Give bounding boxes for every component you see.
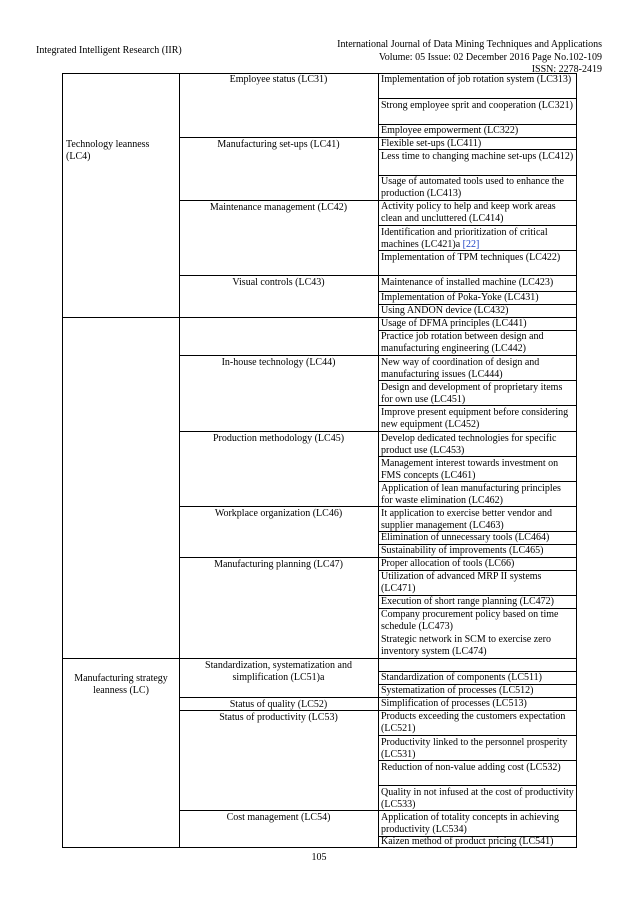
criterion-cell: Application of lean manufacturing principles for waste elimination (LC462) <box>381 483 561 506</box>
criterion-cell: Simplification of processes (LC513) <box>381 698 527 709</box>
criterion-cell: Management interest towards investment on FMS concepts (LC461) <box>381 458 559 481</box>
factor-cell: Employee status (LC31) <box>229 74 328 85</box>
row-rule <box>180 506 577 507</box>
criterion-cell: Company procurement policy based on time schedule (LC473) <box>381 609 559 632</box>
criterion-cell: Productivity linked to the personnel prosperity (LC531) <box>381 737 568 760</box>
factor-cell: Manufacturing planning (LC47) <box>214 559 343 570</box>
criterion-cell: Implementation of job rotation system (LC313) <box>381 74 572 85</box>
criterion-cell: Application of totality concepts in achieving productivity (LC534) <box>381 812 560 835</box>
factor-cell: Maintenance management (LC42) <box>209 202 348 213</box>
criterion-cell <box>381 227 574 250</box>
factor-cell: Standardization, systematization and simplification (LC51)a <box>205 660 352 683</box>
category-strategy-leanness: Manufacturing strategy leanness (LC) <box>74 673 168 696</box>
row-rule <box>379 481 577 482</box>
criterion-cell: Usage of automated tools used to enhance the production (LC413) <box>381 176 564 199</box>
criterion-cell: Sustainability of improvements (LC465) <box>381 545 544 556</box>
row-rule <box>379 785 577 786</box>
criterion-cell: Implementation of TPM techniques (LC422) <box>381 252 561 263</box>
row-rule <box>180 275 577 276</box>
journal-volume: Volume: 05 Issue: 02 December 2016 Page No.102-109 <box>378 51 602 63</box>
factor-cell: Workplace organization (LC46) <box>214 508 343 519</box>
criterion-cell: Employee empowerment (LC322) <box>381 125 519 136</box>
criterion-cell: Practice job rotation between design and manufacturing engineering (LC442) <box>381 331 544 354</box>
factor-cell: Manufacturing set-ups (LC41) <box>217 139 340 150</box>
row-rule <box>379 760 577 761</box>
factor-cell: Status of productivity (LC53) <box>219 712 338 723</box>
criterion-cell: Execution of short range planning (LC472) <box>381 596 555 607</box>
criterion-cell: Strategic network in SCM to exercise zero inventory system (LC474) <box>381 634 551 657</box>
criterion-cell: Kaizen method of product pricing (LC541) <box>381 836 554 847</box>
criterion-cell: Elimination of unnecessary tools (LC464) <box>381 532 550 543</box>
criterion-cell: Proper allocation of tools (LC66) <box>381 558 515 569</box>
criterion-text: Identification and prioritization of critical machines (LC421)a <box>381 227 548 250</box>
journal-header-right <box>337 39 602 77</box>
criterion-cell: Usage of DFMA principles (LC441) <box>381 318 527 329</box>
journal-title: International Journal of Data Mining Techniques and Applications <box>337 39 602 50</box>
criterion-cell: Develop dedicated technologies for specific product use (LC453) <box>381 433 557 456</box>
criterion-cell: Maintenance of installed machine (LC423) <box>381 277 554 288</box>
category-technology-leanness: Technology leanness (LC4) <box>66 139 150 162</box>
criterion-cell: New way of coordination of design and manufacturing issues (LC444) <box>381 357 540 380</box>
row-rule <box>180 355 577 356</box>
row-rule <box>379 456 577 457</box>
factor-cell: In-house technology (LC44) <box>221 357 336 368</box>
criterion-cell: Quality in not infused at the cost of productivity (LC533) <box>381 787 574 810</box>
row-rule <box>379 735 577 736</box>
row-rule <box>180 810 577 811</box>
criterion-cell: It application to exercise better vendor and supplier management (LC463) <box>381 508 553 531</box>
citation-link[interactable]: [22] <box>462 238 480 250</box>
row-rule <box>379 405 577 406</box>
column-rule <box>179 73 180 848</box>
criterion-cell: Activity policy to help and keep work areas clean and uncluttered (LC414) <box>381 201 556 224</box>
criterion-cell: Reduction of non-value adding cost (LC532) <box>381 762 561 773</box>
factor-cell: Visual controls (LC43) <box>232 277 325 288</box>
criterion-cell: Flexible set-ups (LC411) <box>381 138 482 149</box>
criterion-cell: Less time to changing machine set-ups (LC412) <box>381 151 574 162</box>
page-number: 105 <box>311 852 327 863</box>
criterion-cell: Products exceeding the customers expectation (LC521) <box>381 711 566 734</box>
criterion-cell: Implementation of Poka-Yoke (LC431) <box>381 292 539 303</box>
factor-cell: Cost management (LC54) <box>226 812 331 823</box>
row-rule <box>379 98 577 99</box>
column-rule <box>378 73 379 848</box>
criterion-cell: Improve present equipment before considering new equipment (LC452) <box>381 407 569 430</box>
row-rule <box>379 225 577 226</box>
criterion-cell: Systematization of processes (LC512) <box>381 685 534 696</box>
journal-issn: ISSN: 2278-2419 <box>531 64 602 75</box>
journal-header-left: Integrated Intelligent Research (IIR) <box>36 45 182 56</box>
factor-cell: Status of quality (LC52) <box>229 699 328 710</box>
criterion-cell: Strong employee sprit and cooperation (LC321) <box>381 100 573 111</box>
criterion-cell: Design and development of proprietary items for own use (LC451) <box>381 382 563 405</box>
row-rule <box>180 431 577 432</box>
criterion-cell: Utilization of advanced MRP II systems (LC471) <box>381 571 542 594</box>
factor-cell: Production methodology (LC45) <box>212 433 345 444</box>
criterion-cell: Standardization of components (LC511) <box>381 672 542 683</box>
row-rule <box>62 658 577 659</box>
criterion-cell: Using ANDON device (LC432) <box>381 305 509 316</box>
row-rule <box>379 250 577 251</box>
row-rule <box>379 380 577 381</box>
